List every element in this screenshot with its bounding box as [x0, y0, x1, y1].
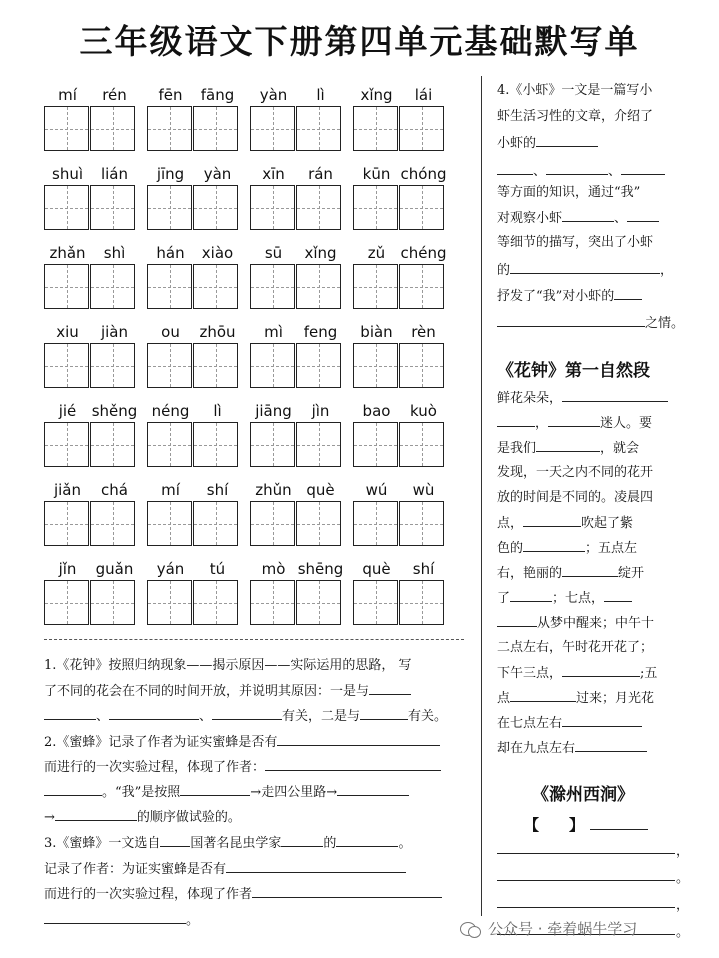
tianzige-box[interactable] — [250, 501, 295, 546]
pinyin-label — [353, 479, 447, 501]
pinyin-word — [147, 84, 241, 151]
tianzige-box[interactable] — [250, 185, 295, 230]
tianzige-box[interactable] — [147, 185, 192, 230]
pinyin-word — [147, 242, 241, 309]
tianzige-box[interactable] — [353, 106, 398, 151]
hz-line4: 发现，一天之内不同的花开 — [497, 465, 654, 480]
pinyin-label — [147, 242, 241, 264]
blank[interactable] — [627, 205, 659, 222]
q2-line3: 。“我”是按照 →走四公里路→ — [44, 779, 409, 806]
tianzige-box[interactable] — [296, 264, 341, 309]
writing-boxes — [147, 501, 241, 546]
pinyin-syllable: wú — [365, 481, 388, 499]
pinyin-syllable: zhōu — [199, 323, 236, 341]
hz-line13: 点 过来；月光花 — [497, 685, 654, 712]
huazhong-title: 《花钟》第一自然段 — [497, 361, 650, 381]
writing-boxes — [44, 185, 138, 230]
pinyin-word — [147, 163, 241, 230]
tianzige-box[interactable] — [353, 580, 398, 625]
blank[interactable] — [510, 257, 660, 274]
pinyin-syllable: xǐng — [360, 86, 393, 104]
poem-line-2[interactable] — [497, 880, 675, 881]
tianzige-box[interactable] — [44, 580, 89, 625]
pinyin-word — [353, 84, 447, 151]
hz-line9: 了 ；七点， — [497, 585, 632, 612]
tianzige-box[interactable] — [250, 106, 295, 151]
pinyin-row — [44, 84, 449, 163]
pinyin-word — [147, 400, 241, 467]
tianzige-box[interactable] — [193, 185, 238, 230]
q4-line6: 对观察小虾 、 — [497, 205, 659, 232]
pinyin-row — [44, 242, 449, 321]
pinyin-label — [44, 242, 138, 264]
pinyin-syllable: lì — [213, 402, 222, 420]
pinyin-label — [250, 400, 344, 422]
pinyin-word — [44, 242, 138, 309]
pinyin-row — [44, 163, 449, 242]
writing-boxes — [353, 185, 447, 230]
pinyin-label — [353, 84, 447, 106]
pinyin-syllable: jìn — [311, 402, 330, 420]
writing-boxes — [353, 580, 447, 625]
hz-line3: 是我们 ，就会 — [497, 435, 639, 462]
tianzige-box[interactable] — [44, 185, 89, 230]
writing-boxes — [250, 185, 344, 230]
blank[interactable] — [281, 830, 323, 847]
pinyin-label — [250, 242, 344, 264]
q1-line1: 1.《花钟》按照归纳现象——揭示原因——实际运用的思路， 写 — [44, 658, 412, 673]
pinyin-word — [250, 84, 344, 151]
writing-boxes — [44, 264, 138, 309]
pinyin-syllable: shí — [206, 481, 229, 499]
pinyin-syllable: néng — [151, 402, 190, 420]
author-blank[interactable] — [590, 813, 648, 830]
pinyin-label — [147, 479, 241, 501]
pinyin-syllable: feng — [303, 323, 338, 341]
tianzige-box[interactable] — [250, 343, 295, 388]
pinyin-label — [250, 321, 344, 343]
tianzige-box[interactable] — [399, 580, 444, 625]
writing-boxes — [44, 343, 138, 388]
q4-line1: 4.《小虾》一文是一篇写小 — [497, 83, 653, 98]
pinyin-syllable: què — [306, 481, 335, 499]
writing-boxes — [44, 422, 138, 467]
blank[interactable] — [523, 510, 581, 527]
tianzige-box[interactable] — [90, 422, 135, 467]
blank[interactable] — [497, 410, 535, 427]
pinyin-syllable: xiào — [201, 244, 234, 262]
tianzige-box[interactable] — [296, 501, 341, 546]
writing-boxes — [353, 501, 447, 546]
pinyin-label — [353, 163, 447, 185]
pinyin-syllable: shuì — [52, 165, 83, 183]
writing-boxes — [147, 422, 241, 467]
hz-line11: 二点左右，午时花开花了； — [497, 640, 654, 655]
pinyin-word — [44, 163, 138, 230]
pinyin-word — [353, 558, 447, 625]
pinyin-syllable: mí — [161, 481, 180, 499]
poem-punct-4: 。 — [676, 925, 690, 940]
pinyin-syllable: mì — [264, 323, 283, 341]
writing-boxes — [250, 264, 344, 309]
q2-line4: → 的顺序做试验的。 — [44, 804, 241, 831]
pinyin-syllable: zǔ — [367, 244, 386, 262]
blank[interactable] — [44, 779, 102, 796]
pinyin-syllable: jǐn — [58, 560, 77, 578]
hz-line14: 在七点左右 — [497, 710, 642, 737]
pinyin-syllable: tú — [209, 560, 226, 578]
pinyin-syllable: mò — [261, 560, 286, 578]
blank[interactable] — [604, 585, 632, 602]
pinyin-label — [353, 400, 447, 422]
pinyin-label — [147, 558, 241, 580]
blank[interactable] — [336, 830, 398, 847]
blank[interactable] — [614, 283, 642, 300]
tianzige-box[interactable] — [90, 185, 135, 230]
watermark-text: 公众号 · 牵着蜗牛学习 — [488, 920, 638, 938]
pinyin-word — [147, 479, 241, 546]
hz-line7: 色的 ；五点左 — [497, 535, 637, 562]
q4-line8: 的 ， — [497, 257, 673, 284]
pinyin-syllable: hán — [156, 244, 185, 262]
tianzige-box[interactable] — [90, 106, 135, 151]
writing-boxes — [44, 501, 138, 546]
pinyin-word — [147, 558, 241, 625]
pinyin-word — [44, 84, 138, 151]
tianzige-box[interactable] — [90, 580, 135, 625]
pinyin-label — [353, 558, 447, 580]
pinyin-syllable: què — [362, 560, 391, 578]
writing-boxes — [250, 422, 344, 467]
pinyin-syllable: kūn — [362, 165, 391, 183]
pinyin-label — [353, 321, 447, 343]
pinyin-syllable: fēn — [158, 86, 183, 104]
pinyin-syllable: chóng — [400, 165, 447, 183]
pinyin-syllable: kuò — [410, 402, 437, 420]
column-divider — [481, 76, 482, 916]
pinyin-word — [250, 163, 344, 230]
tianzige-box[interactable] — [193, 422, 238, 467]
tianzige-box[interactable] — [193, 264, 238, 309]
pinyin-label — [44, 84, 138, 106]
writing-boxes — [44, 106, 138, 151]
page-title: 三年级语文下册第四单元基础默写单 — [79, 22, 640, 61]
tianzige-box[interactable] — [399, 343, 444, 388]
tianzige-box[interactable] — [44, 501, 89, 546]
tianzige-box[interactable] — [399, 422, 444, 467]
pinyin-syllable: fāng — [200, 86, 235, 104]
hz-line2: ， 迷人。要 — [497, 410, 652, 437]
pinyin-syllable: xiu — [56, 323, 79, 341]
q3-line3: 而进行的一次实验过程，体现了作者 — [44, 881, 442, 908]
hz-line6: 点， 吹起了紫 — [497, 510, 633, 537]
pinyin-syllable: jiàn — [100, 323, 129, 341]
blank[interactable] — [562, 710, 642, 727]
pinyin-word — [147, 321, 241, 388]
chuzhou-title: 《滁州西涧》 — [532, 785, 634, 805]
writing-boxes — [250, 580, 344, 625]
pinyin-word — [353, 400, 447, 467]
q1-line2: 了不同的花会在不同的时间开放，并说明其原因：一是与 — [44, 678, 411, 705]
tianzige-box[interactable] — [399, 185, 444, 230]
tianzige-box[interactable] — [44, 264, 89, 309]
pinyin-syllable: ou — [161, 323, 180, 341]
tianzige-box[interactable] — [250, 264, 295, 309]
pinyin-row — [44, 479, 449, 558]
blank[interactable] — [536, 435, 600, 452]
tianzige-box[interactable] — [296, 580, 341, 625]
pinyin-grid — [44, 84, 449, 637]
blank[interactable] — [562, 560, 618, 577]
hz-line15: 却在九点左右 — [497, 735, 647, 762]
pinyin-syllable: wù — [412, 481, 435, 499]
writing-boxes — [147, 580, 241, 625]
poem-punct-1: ， — [676, 844, 690, 859]
tianzige-box[interactable] — [193, 343, 238, 388]
tianzige-box[interactable] — [44, 422, 89, 467]
pinyin-syllable: shěng — [91, 402, 138, 420]
writing-boxes — [353, 422, 447, 467]
tianzige-box[interactable] — [147, 343, 192, 388]
poem-punct-2: 。 — [676, 871, 690, 886]
watermark — [460, 918, 637, 939]
writing-boxes — [147, 106, 241, 151]
tianzige-box[interactable] — [147, 106, 192, 151]
writing-boxes — [147, 185, 241, 230]
pinyin-syllable: shí — [412, 560, 435, 578]
poem-punct-3: ， — [676, 898, 690, 913]
pinyin-syllable: bao — [362, 402, 391, 420]
writing-boxes — [353, 106, 447, 151]
pinyin-word — [353, 321, 447, 388]
tianzige-box[interactable] — [250, 580, 295, 625]
hz-line5: 放的时间是不同的。凌晨四 — [497, 490, 654, 505]
tianzige-box[interactable] — [90, 501, 135, 546]
pinyin-label — [250, 163, 344, 185]
tianzige-box[interactable] — [193, 580, 238, 625]
blank[interactable] — [497, 610, 537, 627]
tianzige-box[interactable] — [353, 185, 398, 230]
q4-line4: 、 、 — [497, 158, 665, 185]
tianzige-box[interactable] — [399, 106, 444, 151]
tianzige-box[interactable] — [44, 106, 89, 151]
q3-line2: 记录了作者：为证实蜜蜂是否有 — [44, 856, 406, 883]
writing-boxes — [44, 580, 138, 625]
pinyin-label — [147, 400, 241, 422]
pinyin-word — [250, 321, 344, 388]
writing-boxes — [250, 106, 344, 151]
tianzige-box[interactable] — [353, 501, 398, 546]
pinyin-label — [44, 558, 138, 580]
pinyin-syllable: yàn — [203, 165, 232, 183]
tianzige-box[interactable] — [353, 422, 398, 467]
blank[interactable] — [277, 729, 440, 746]
pinyin-syllable: xǐng — [304, 244, 337, 262]
pinyin-syllable: jīng — [156, 165, 185, 183]
blank[interactable] — [337, 779, 409, 796]
pinyin-syllable: lián — [100, 165, 129, 183]
pinyin-syllable: zhǎn — [49, 244, 86, 262]
pinyin-syllable: chá — [101, 481, 128, 499]
writing-boxes — [147, 264, 241, 309]
tianzige-box[interactable] — [399, 264, 444, 309]
hz-line12: 下午三点， ;五 — [497, 660, 657, 687]
pinyin-syllable: mí — [58, 86, 77, 104]
q4-line2: 虾生活习性的文章，介绍了 — [497, 109, 654, 124]
blank[interactable] — [44, 907, 186, 924]
pinyin-syllable: xīn — [262, 165, 285, 183]
blank[interactable] — [252, 881, 442, 898]
tianzige-box[interactable] — [147, 422, 192, 467]
tianzige-box[interactable] — [296, 106, 341, 151]
tianzige-box[interactable] — [147, 264, 192, 309]
q3-line4: 。 — [44, 907, 199, 934]
blank[interactable] — [546, 158, 608, 175]
blank[interactable] — [497, 310, 645, 327]
pinyin-word — [353, 242, 447, 309]
blank[interactable] — [548, 410, 600, 427]
tianzige-box[interactable] — [90, 264, 135, 309]
pinyin-label — [250, 558, 344, 580]
tianzige-box[interactable] — [353, 343, 398, 388]
q4-line5: 等方面的知识，通过“我” — [497, 185, 641, 200]
pinyin-syllable: zhǔn — [255, 481, 292, 499]
pinyin-syllable: rán — [308, 165, 333, 183]
blank[interactable] — [160, 830, 190, 847]
q4-line9: 抒发了“我”对小虾的 — [497, 283, 642, 310]
pinyin-word — [353, 479, 447, 546]
q3-line1: 3.《蜜蜂》一文选自 国著名昆虫学家 的 。 — [44, 830, 411, 857]
pinyin-syllable: lì — [316, 86, 325, 104]
blank[interactable] — [510, 685, 576, 702]
tianzige-box[interactable] — [250, 422, 295, 467]
tianzige-box[interactable] — [296, 185, 341, 230]
pinyin-word — [250, 479, 344, 546]
pinyin-word — [250, 558, 344, 625]
pinyin-syllable: jiǎn — [53, 481, 82, 499]
pinyin-syllable: guǎn — [95, 560, 134, 578]
pinyin-label — [44, 400, 138, 422]
blank[interactable] — [536, 130, 598, 147]
blank[interactable] — [226, 856, 406, 873]
pinyin-row — [44, 558, 449, 637]
poem-line-1[interactable] — [497, 853, 675, 854]
poem-author-line: 【 】 — [524, 812, 648, 838]
pinyin-label — [353, 242, 447, 264]
q4-line7: 等细节的描写，突出了小虾 — [497, 235, 654, 250]
blank[interactable] — [621, 158, 665, 175]
tianzige-box[interactable] — [147, 580, 192, 625]
blank[interactable] — [369, 678, 411, 695]
q2-line1: 2.《蜜蜂》记录了作者为证实蜜蜂是否有 — [44, 729, 440, 756]
pinyin-word — [44, 321, 138, 388]
blank[interactable] — [575, 735, 647, 752]
pinyin-label — [250, 479, 344, 501]
poem-line-3[interactable] — [497, 907, 675, 908]
pinyin-label — [44, 479, 138, 501]
pinyin-word — [44, 400, 138, 467]
pinyin-row — [44, 321, 449, 400]
blank[interactable] — [523, 535, 585, 552]
blank[interactable] — [265, 754, 441, 771]
pinyin-label — [147, 321, 241, 343]
blank[interactable] — [212, 703, 282, 720]
blank[interactable] — [44, 703, 96, 720]
writing-boxes — [353, 264, 447, 309]
pinyin-syllable: sū — [264, 244, 283, 262]
blank[interactable] — [497, 158, 533, 175]
pinyin-syllable: jié — [58, 402, 77, 420]
tianzige-box[interactable] — [399, 501, 444, 546]
tianzige-box[interactable] — [90, 343, 135, 388]
tianzige-box[interactable] — [353, 264, 398, 309]
tianzige-box[interactable] — [296, 343, 341, 388]
q2-line2: 而进行的一次实验过程，体现了作者： — [44, 754, 441, 781]
pinyin-syllable: chéng — [400, 244, 447, 262]
blank[interactable] — [55, 804, 137, 821]
q1-line3: 、 、 有关，二是与 有关。 — [44, 703, 447, 730]
pinyin-word — [250, 400, 344, 467]
pinyin-label — [250, 84, 344, 106]
pinyin-label — [44, 163, 138, 185]
blank[interactable] — [510, 585, 552, 602]
q4-line10: 之情。 — [497, 310, 684, 337]
pinyin-syllable: lái — [414, 86, 433, 104]
blank[interactable] — [180, 779, 250, 796]
q4-line3: 小虾的 — [497, 130, 598, 157]
blank[interactable] — [562, 205, 614, 222]
pinyin-syllable: yàn — [259, 86, 288, 104]
pinyin-syllable: shì — [103, 244, 126, 262]
pinyin-label — [147, 163, 241, 185]
pinyin-word — [44, 558, 138, 625]
writing-boxes — [250, 343, 344, 388]
pinyin-label — [44, 321, 138, 343]
hz-line10: 从梦中醒来；中午十 — [497, 610, 654, 637]
tianzige-box[interactable] — [44, 343, 89, 388]
pinyin-word — [353, 163, 447, 230]
blank[interactable] — [562, 385, 668, 402]
writing-boxes — [147, 343, 241, 388]
tianzige-box[interactable] — [147, 501, 192, 546]
writing-boxes — [353, 343, 447, 388]
pinyin-label — [147, 84, 241, 106]
hz-line1: 鲜花朵朵， — [497, 385, 668, 412]
hz-line8: 右，艳丽的 绽开 — [497, 560, 644, 587]
pinyin-syllable: rén — [102, 86, 127, 104]
section-divider — [44, 639, 464, 640]
pinyin-syllable: shēng — [297, 560, 344, 578]
pinyin-syllable: biàn — [360, 323, 393, 341]
pinyin-row — [44, 400, 449, 479]
tianzige-box[interactable] — [193, 501, 238, 546]
pinyin-word — [44, 479, 138, 546]
pinyin-syllable: rèn — [411, 323, 436, 341]
blank[interactable] — [360, 703, 408, 720]
pinyin-syllable: jiāng — [255, 402, 292, 420]
wechat-icon — [460, 920, 482, 938]
blank[interactable] — [109, 703, 199, 720]
pinyin-word — [250, 242, 344, 309]
tianzige-box[interactable] — [296, 422, 341, 467]
blank[interactable] — [562, 660, 640, 677]
writing-boxes — [250, 501, 344, 546]
tianzige-box[interactable] — [193, 106, 238, 151]
pinyin-syllable: yán — [156, 560, 185, 578]
